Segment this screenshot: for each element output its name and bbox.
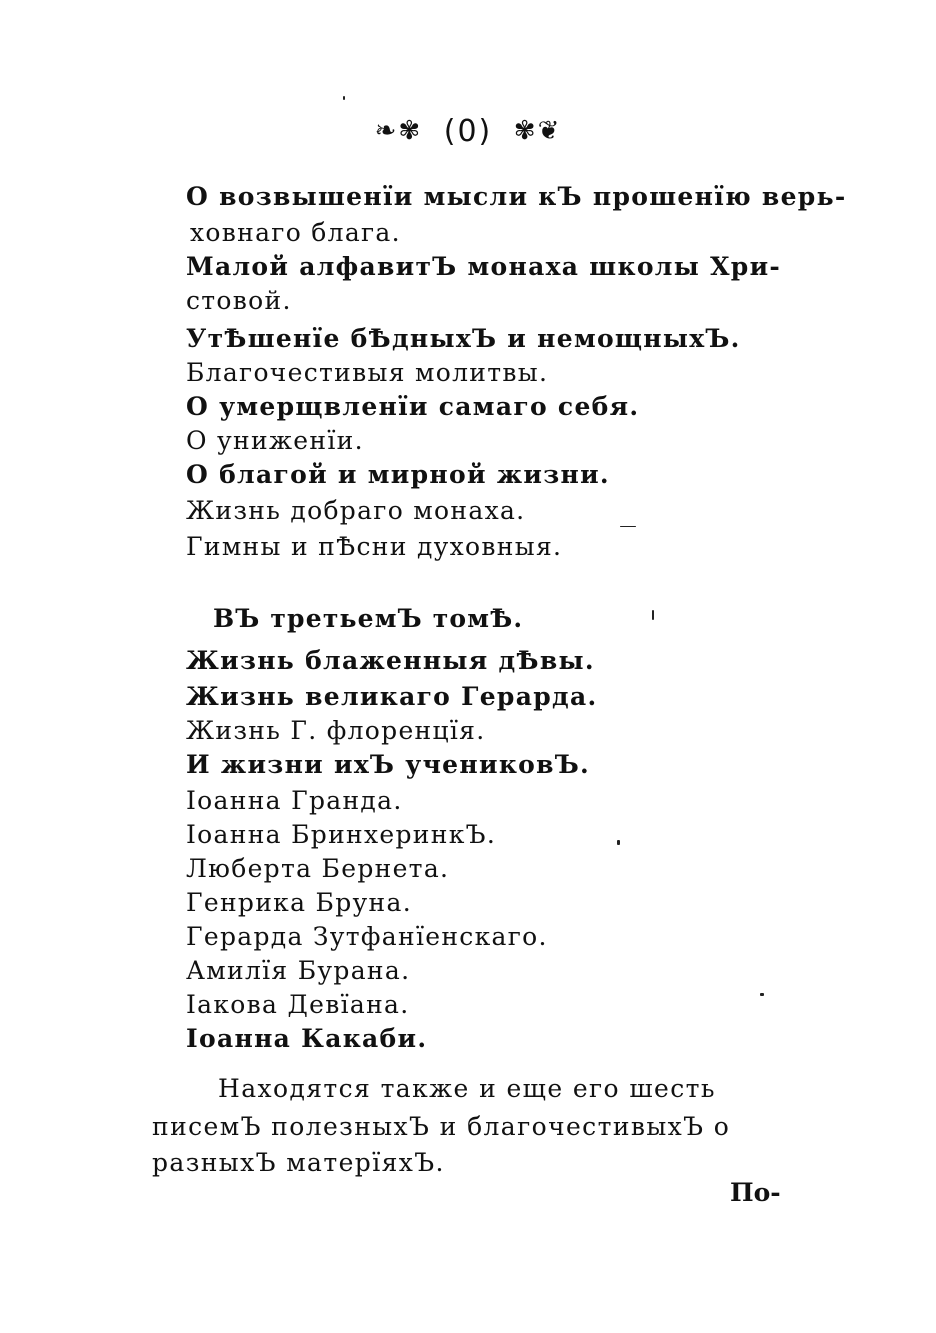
paragraph-line: Находятся также и еще его шесть xyxy=(218,1074,716,1103)
toc-line: Iакова Девїана. xyxy=(186,990,410,1019)
catchword: По- xyxy=(730,1178,781,1207)
toc-line: Люберта Бернета. xyxy=(186,854,450,883)
section-three-heading: ВЪ третьемЪ томѢ. xyxy=(213,604,524,633)
toc-line: Амилїя Бурана. xyxy=(186,956,411,985)
toc-line: Благочестивыя молитвы. xyxy=(186,358,549,387)
toc-line: УтѢшенїе бѢдныхЪ и немощныхЪ. xyxy=(186,324,741,353)
toc-line: О умерщвленїи самаго себя. xyxy=(186,392,640,421)
toc-line: Гимны и пѢсни духовныя. xyxy=(186,532,563,561)
paragraph-line: писемЪ полезныхЪ и благочестивыхЪ о xyxy=(152,1112,731,1141)
paragraph-line: разныхЪ матерїяхЪ. xyxy=(152,1148,445,1177)
toc-line: Жизнь добраго монаха. xyxy=(186,496,526,525)
print-speck xyxy=(343,96,345,100)
toc-line: Iоанна Какаби. xyxy=(186,1024,428,1053)
toc-line: Жизнь блаженныя дѢвы. xyxy=(186,646,595,675)
page-header xyxy=(0,112,936,149)
toc-line: Iоанна БринхеринкЪ. xyxy=(186,820,497,849)
toc-line: Генрика Бруна. xyxy=(186,888,412,917)
print-speck xyxy=(617,840,620,845)
toc-line: О униженїи. xyxy=(186,426,364,455)
print-speck xyxy=(620,526,636,527)
ornament-right-icon: ✾❦ xyxy=(513,116,562,146)
toc-line: Малой алфавитЪ монаха школы Хри- xyxy=(186,252,782,281)
page-number: (0) xyxy=(443,113,493,149)
print-speck xyxy=(652,610,654,620)
toc-line: стовой. xyxy=(186,286,292,315)
toc-line: ховнаго блага. xyxy=(190,218,401,247)
toc-line: Жизнь Г. флоренцїя. xyxy=(186,716,486,745)
toc-line: О возвышенїи мысли кЪ прошенїю верь- xyxy=(186,182,847,211)
toc-line: И жизни ихЪ учениковЪ. xyxy=(186,750,591,779)
toc-line: О благой и мирной жизни. xyxy=(186,460,610,489)
ornament-left-icon: ❧✾ xyxy=(374,116,423,146)
toc-line: Iоанна Гранда. xyxy=(186,786,403,815)
toc-line: Герарда Зутфанїенскаго. xyxy=(186,922,548,951)
print-speck xyxy=(760,993,764,996)
toc-line: Жизнь великаго Герарда. xyxy=(186,682,598,711)
